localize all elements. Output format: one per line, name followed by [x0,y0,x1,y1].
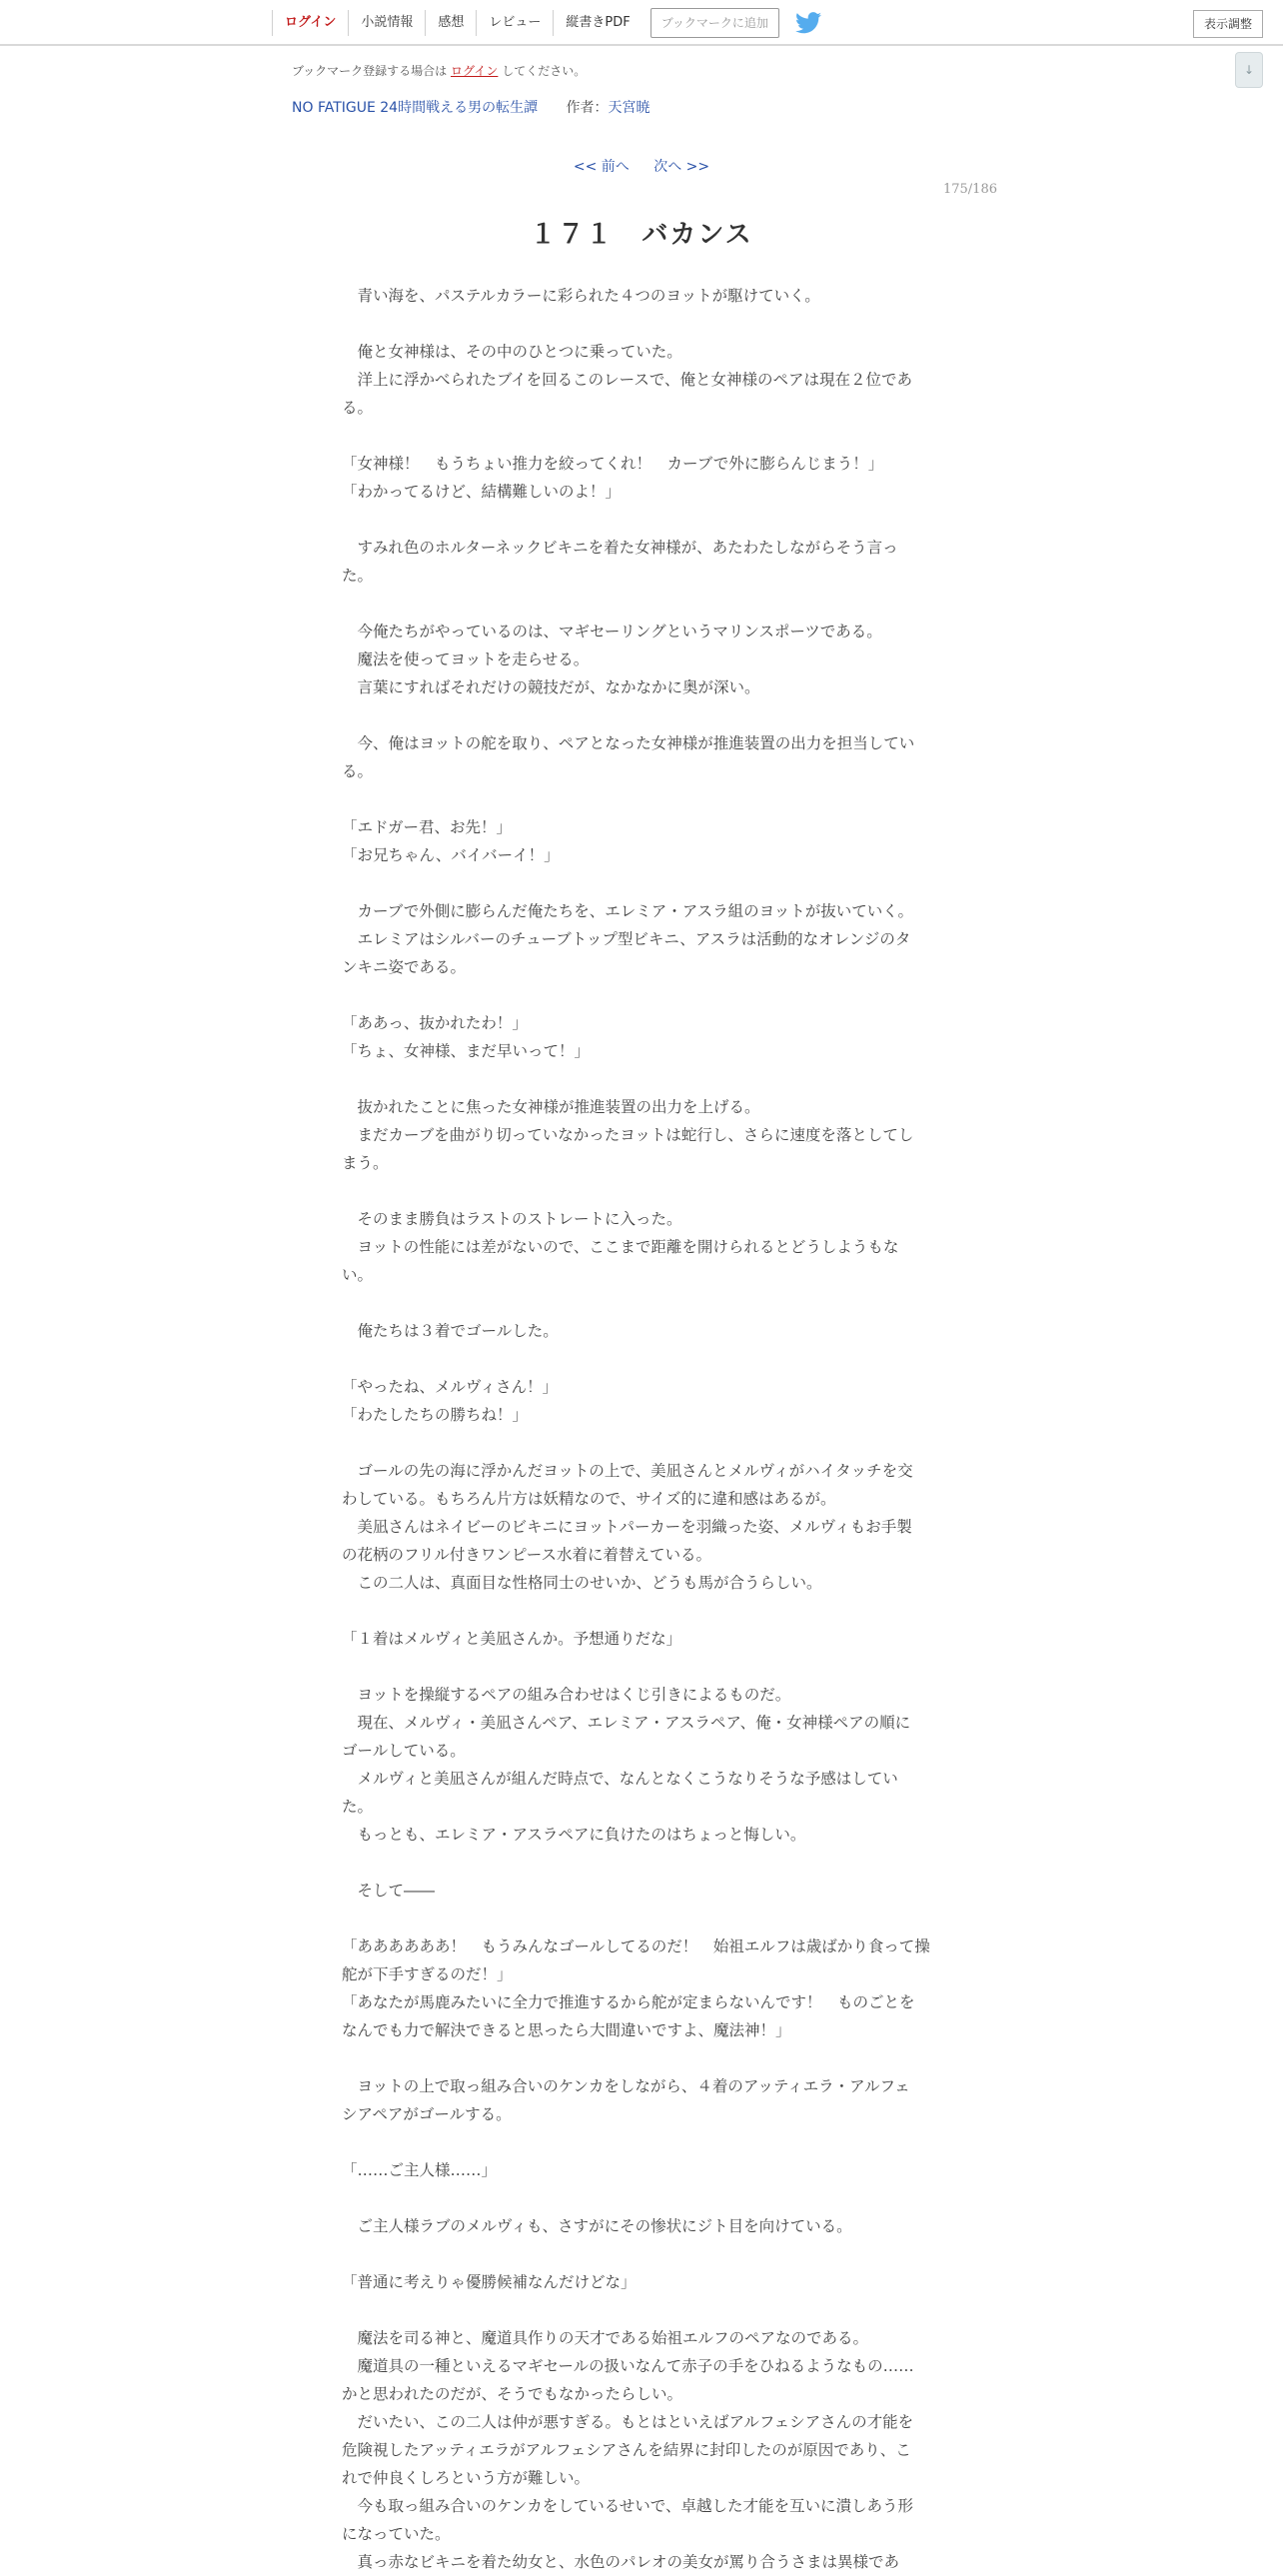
body-line: そのまま勝負はラストのストレートに入った。 [342,1210,682,1228]
chapter-title: １７１ バカンス [530,220,753,250]
chapter-pager [0,156,1283,176]
top-navigation-bar [0,0,1283,46]
body-line: ヨットの上で取っ組み合いのケンカをしながら、４着のアッティエラ・アルフェ [342,2077,910,2095]
body-line [342,785,941,813]
body-line: 魔法を司る神と、魔道具作りの天才である始祖エルフのペアなのである。 [342,2329,869,2347]
body-line [342,701,941,729]
body-line: 「わかってるけど、結構難しいのよ！」 [342,483,622,501]
body-line: もっとも、エレミア・アスラペアに負けたのはちょっと悔しい。 [342,1826,806,1844]
body-line [342,1905,941,1932]
body-line: わしている。もちろん片方は妖精なので、サイズ的に違和感はあるが。 [342,1490,836,1508]
body-line: 「エドガー君、お先！」 [342,818,513,836]
body-line: エレミアはシルバーのチューブトップ型ビキニ、アスラは活動的なオレンジのタ [342,930,911,948]
body-line: まだカーブを曲がり切っていなかったヨットは蛇行し、さらに速度を落としてし [342,1126,914,1144]
body-line: ンキニ姿である。 [342,958,467,976]
body-line: カーブで外側に膨らんだ俺たちを、エレミア・アスラ組のヨットが抜いていく。 [342,902,913,920]
prev-chapter-link[interactable]: << 前へ [573,159,630,175]
body-line: 俺と女神様は、その中のひとつに乗っていた。 [342,343,682,361]
body-line: 魔道具の一種といえるマギセールの扱いなんて赤子の手をひねるようなもの…… [342,2357,914,2375]
body-line [342,1289,941,1317]
bookmark-login-note [292,62,586,79]
body-line: 「普通に考えりゃ優勝候補なんだけどな」 [342,2273,637,2291]
body-line: すみれ色のホルターネックビキニを着た女神様が、あたわたしながらそう言っ [342,539,898,557]
add-bookmark-button[interactable]: ブックマークに追加 [650,8,779,38]
login-note-prefix: ブックマーク登録する場合は [292,64,448,78]
body-line: になっていた。 [342,2525,451,2543]
body-line: る。 [342,762,374,780]
body-line [342,2240,941,2268]
body-line: る。 [342,399,374,417]
body-line: た。 [342,567,374,585]
body-line: 「……ご主人様……」 [342,2161,498,2179]
body-line: 「わたしたちの勝ちね！」 [342,1406,529,1424]
body-line: 俺たちは３着でゴールした。 [342,1322,559,1340]
body-line: ゴールの先の海に浮かんだヨットの上で、美凪さんとメルヴィがハイタッチを交 [342,1462,913,1480]
page-count: 175/186 [942,182,997,197]
main-nav [272,10,821,36]
novel-title-link[interactable]: NO FATIGUE 24時間戦える男の転生譚 [292,100,539,116]
body-line [342,506,941,534]
body-line: 舵が下手すぎるのだ！」 [342,1965,513,1983]
body-line: ご主人様ラブのメルヴィも、さすがにその惨状にジト目を向けている。 [342,2217,852,2235]
display-settings-button[interactable]: 表示調整 [1193,10,1263,38]
body-line [342,2184,941,2212]
next-chapter-link[interactable]: 次へ >> [653,159,710,175]
impressions-link[interactable]: 感想 [425,10,476,36]
body-line [342,590,941,618]
body-line [342,1429,941,1457]
body-line: 真っ赤なビキニを着た幼女と、水色のパレオの美女が罵り合うさまは異様であ [342,2553,900,2571]
login-note-link[interactable]: ログイン [451,64,499,78]
body-line: そして―― [342,1882,436,1900]
body-line [342,1849,941,1877]
review-link[interactable]: レビュー [476,10,553,36]
body-line: た。 [342,1798,374,1816]
body-line: の花柄のフリル付きワンピース水着に着替えている。 [342,1546,711,1564]
body-line [342,422,941,450]
body-line: 「ちょ、女神様、まだ早いって！」 [342,1042,591,1060]
scroll-down-button[interactable]: ↓ [1235,52,1263,88]
body-line: ヨットの性能には差がないので、ここまで距離を開けられるとどうしようもな [342,1238,899,1256]
body-line: まう。 [342,1154,389,1172]
login-note-suffix: してください。 [502,64,587,78]
body-line: シアペアがゴールする。 [342,2105,512,2123]
body-line: 美凪さんはネイビーのビキニにヨットパーカーを羽織った姿、メルヴィもお手製 [342,1518,912,1536]
body-line: 「１着はメルヴィと美凪さんか。予想通りだな」 [342,1630,682,1648]
body-line: 抜かれたことに焦った女神様が推進装置の出力を上げる。 [342,1098,760,1116]
body-line [342,1345,941,1373]
body-line: れで仲良くしろという方が難しい。 [342,2469,591,2487]
body-line: ヨットを操縦するペアの組み合わせはくじ引きによるものだ。 [342,1686,791,1704]
body-line: かと思われたのだが、そうでもなかったらしい。 [342,2385,683,2403]
body-line: 「あなたが馬鹿みたいに全力で推進するから舵が定まらないんです！ ものごとを [342,1993,915,2011]
body-line: 言葉にすればそれだけの競技だが、なかなかに奥が深い。 [342,678,760,696]
author-label: 作者： [566,100,609,116]
body-line: 「ああっ、抜かれたわ！」 [342,1014,528,1032]
body-line: この二人は、真面目な性格同士のせいか、どうも馬が合うらしい。 [342,1574,822,1592]
body-line: メルヴィと美凪さんが組んだ時点で、なんとなくこうなりそうな予感はしてい [342,1770,898,1788]
body-line: 現在、メルヴィ・美凪さんペア、エレミア・アスラペア、俺・女神様ペアの順に [342,1714,911,1732]
novel-header [292,97,650,117]
body-line [342,869,941,897]
body-line: 「ああああああ！ もうみんなゴールしてるのだ！ 始祖エルフは歳ばかり食って操 [342,1937,930,1955]
body-line [342,1177,941,1205]
body-line: 今も取っ組み合いのケンカをしているせいで、卓越した才能を互いに潰しあう形 [342,2497,913,2515]
body-line: 青い海を、パステルカラーに彩られた４つのヨットが駆けていく。 [342,287,820,305]
body-line [342,981,941,1009]
body-line [342,2128,941,2156]
body-line: 今俺たちがやっているのは、マギセーリングというマリンスポーツである。 [342,623,882,641]
body-line [342,2296,941,2324]
body-line: 危険視したアッティエラがアルフェシアさんを結界に封印したのが原因であり、こ [342,2441,911,2459]
body-line: 「やったね、メルヴィさん！」 [342,1378,559,1396]
body-line [342,2044,941,2072]
body-line [342,1065,941,1093]
body-line: なんでも力で解決できると思ったら大間違いですよ、魔法神！」 [342,2021,791,2039]
body-line: 魔法を使ってヨットを走らせる。 [342,650,590,668]
body-line: い。 [342,1266,374,1284]
vertical-pdf-link[interactable]: 縦書きPDF [553,10,642,36]
body-line: だいたい、この二人は仲が悪すぎる。もとはといえばアルフェシアさんの才能を [342,2413,914,2431]
body-line [342,1653,941,1681]
author-name-link[interactable]: 天宮暁 [608,100,650,116]
body-line: ゴールしている。 [342,1742,466,1760]
body-line: 「お兄ちゃん、バイバーイ！」 [342,846,560,864]
chapter-body [342,282,941,2576]
login-link[interactable]: ログイン [272,10,348,36]
body-line: 今、俺はヨットの舵を取り、ペアとなった女神様が推進装置の出力を担当してい [342,734,915,752]
novel-info-link[interactable]: 小説情報 [348,10,425,36]
twitter-icon[interactable] [795,12,821,34]
body-line: 洋上に浮かべられたブイを回るこのレースで、俺と女神様のペアは現在２位であ [342,371,913,389]
body-line [342,1597,941,1625]
body-line: 「女神様！ もうちょい推力を絞ってくれ！ カーブで外に膨らんじまう！」 [342,455,884,473]
body-line [342,310,941,338]
